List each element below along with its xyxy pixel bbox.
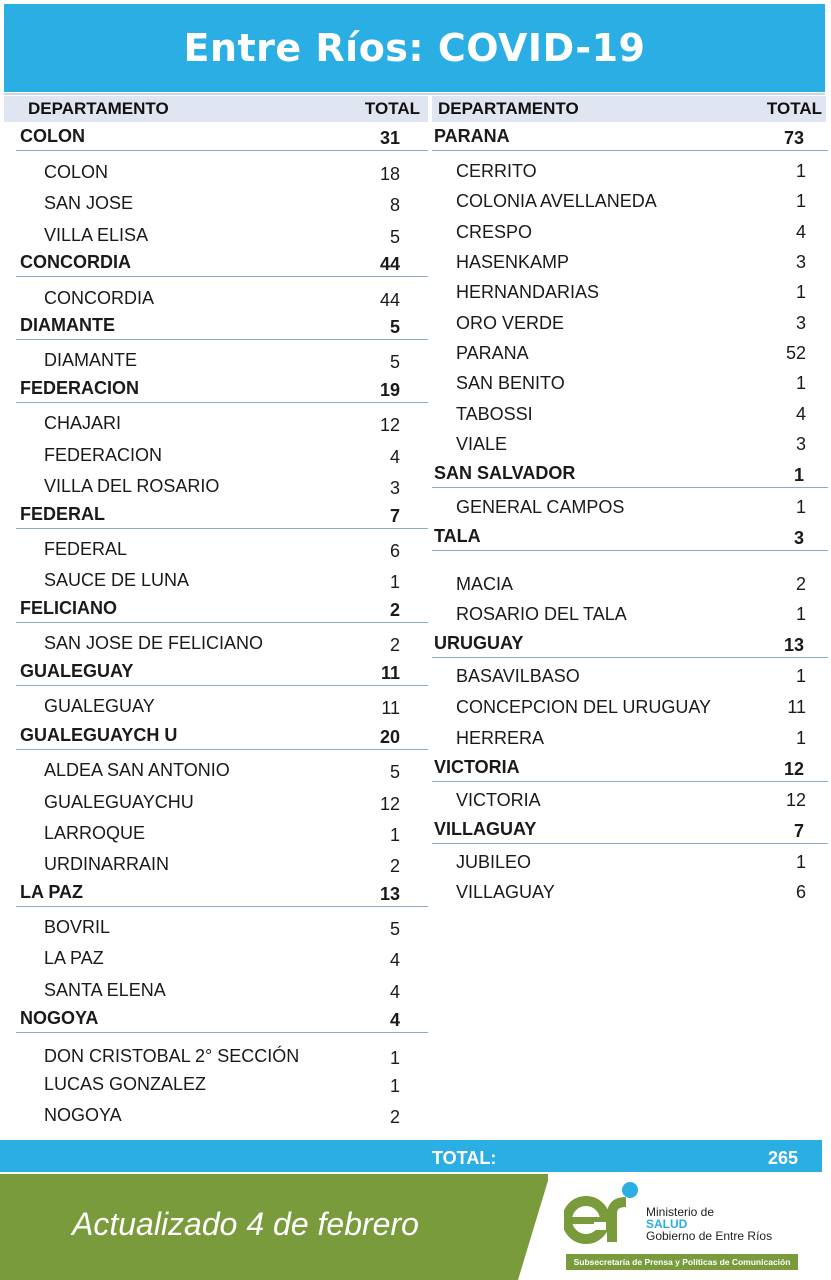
department-row xyxy=(4,880,428,910)
department-row xyxy=(4,376,428,406)
department-total: 13 xyxy=(379,884,400,904)
locality-value: 12 xyxy=(379,794,400,814)
department-row xyxy=(432,124,826,154)
locality-name: SAUCE DE LUNA xyxy=(44,570,190,590)
department-total: 20 xyxy=(379,727,400,747)
locality-row xyxy=(4,690,428,720)
department-name: LA PAZ xyxy=(20,882,83,902)
ministry-logo-icon xyxy=(564,1180,644,1250)
locality-name: NOGOYA xyxy=(44,1105,122,1125)
department-total: 19 xyxy=(379,380,400,400)
locality-name: VILLA ELISA xyxy=(44,225,149,245)
locality-name: VIALE xyxy=(456,434,508,454)
locality-row xyxy=(4,627,428,657)
locality-value: 1 xyxy=(795,604,806,624)
locality-name: COLON xyxy=(44,162,109,182)
locality-row xyxy=(4,1068,428,1098)
department-underline xyxy=(16,685,428,686)
locality-row xyxy=(4,1099,428,1129)
locality-row xyxy=(432,848,826,878)
locality-name: SAN JOSE DE FELICIANO xyxy=(44,633,264,653)
department-total: 7 xyxy=(389,506,400,526)
left-table xyxy=(4,96,428,1136)
locality-row xyxy=(4,786,428,816)
locality-row xyxy=(432,157,826,187)
locality-row xyxy=(4,848,428,878)
locality-row xyxy=(432,400,826,430)
locality-row xyxy=(432,493,826,523)
locality-row xyxy=(432,187,826,217)
locality-value: 5 xyxy=(389,762,400,782)
footer xyxy=(0,1174,831,1280)
locality-value: 8 xyxy=(389,195,400,215)
locality-value: 1 xyxy=(795,666,806,686)
header-divider xyxy=(4,93,825,95)
department-row xyxy=(4,313,428,343)
locality-value: 3 xyxy=(795,252,806,272)
locality-name: JUBILEO xyxy=(456,852,532,872)
department-total: 1 xyxy=(793,465,804,485)
locality-row xyxy=(432,662,826,692)
locality-value: 5 xyxy=(389,227,400,247)
locality-name: LUCAS GONZALEZ xyxy=(44,1074,207,1094)
department-underline xyxy=(16,528,428,529)
locality-name: URDINARRAIN xyxy=(44,854,170,874)
department-total: 13 xyxy=(783,635,804,655)
department-total: 7 xyxy=(793,821,804,841)
department-underline xyxy=(432,550,828,551)
locality-value: 1 xyxy=(389,1076,400,1096)
department-row xyxy=(4,723,428,753)
locality-name: ALDEA SAN ANTONIO xyxy=(44,760,230,780)
locality-row xyxy=(432,369,826,399)
locality-value: 6 xyxy=(389,541,400,561)
department-row xyxy=(432,817,826,847)
locality-name: TABOSSI xyxy=(456,404,533,424)
locality-value: 1 xyxy=(795,373,806,393)
department-name: FEDERACION xyxy=(20,378,140,398)
grand-total-label: TOTAL: xyxy=(432,1148,497,1168)
locality-value: 1 xyxy=(795,728,806,748)
department-total: 3 xyxy=(793,528,804,548)
locality-row xyxy=(432,878,826,908)
locality-name: VILLAGUAY xyxy=(456,882,555,902)
locality-row xyxy=(4,344,428,374)
department-name: VICTORIA xyxy=(434,757,520,777)
ministry-line-1: Ministerio de xyxy=(646,1205,715,1219)
locality-name: ORO VERDE xyxy=(456,313,565,333)
department-underline xyxy=(16,622,428,623)
locality-row xyxy=(4,282,428,312)
department-name: URUGUAY xyxy=(434,633,524,653)
locality-value: 6 xyxy=(795,882,806,902)
locality-name: HERRERA xyxy=(456,728,545,748)
locality-value: 3 xyxy=(795,434,806,454)
grand-total-value: 265 xyxy=(768,1148,799,1168)
locality-name: CRESPO xyxy=(456,222,533,242)
locality-name: GUALEGUAYCHU xyxy=(44,792,194,812)
department-total: 5 xyxy=(389,317,400,337)
locality-row xyxy=(432,339,826,369)
locality-value: 4 xyxy=(795,222,806,242)
department-underline xyxy=(16,1032,428,1033)
department-column-header: DEPARTAMENTO xyxy=(438,99,579,118)
right-table-header xyxy=(432,96,826,122)
department-name: SAN SALVADOR xyxy=(434,463,576,483)
locality-value: 1 xyxy=(795,852,806,872)
department-underline xyxy=(432,843,828,844)
department-name: FEDERAL xyxy=(20,504,105,524)
department-underline xyxy=(432,657,828,658)
locality-name: PARANA xyxy=(456,343,529,363)
page-title: Entre Ríos: COVID-19 xyxy=(183,26,646,70)
locality-value: 5 xyxy=(389,919,400,939)
department-name: CONCORDIA xyxy=(20,252,131,272)
locality-name: GUALEGUAY xyxy=(44,696,155,716)
department-name: COLON xyxy=(20,126,85,146)
department-total: 4 xyxy=(389,1010,400,1030)
department-total: 31 xyxy=(379,128,400,148)
locality-name: CONCEPCION DEL URUGUAY xyxy=(456,697,712,717)
locality-name: GENERAL CAMPOS xyxy=(456,497,625,517)
locality-value: 4 xyxy=(389,982,400,1002)
locality-row xyxy=(432,786,826,816)
locality-value: 1 xyxy=(389,572,400,592)
department-row xyxy=(432,755,826,785)
locality-name: BOVRIL xyxy=(44,917,111,937)
locality-row xyxy=(4,754,428,784)
locality-row xyxy=(432,218,826,248)
department-total: 2 xyxy=(389,600,400,620)
department-name: TALA xyxy=(434,526,481,546)
locality-name: FEDERAL xyxy=(44,539,128,559)
locality-row xyxy=(4,1040,428,1070)
department-total: 44 xyxy=(379,254,400,274)
department-total: 12 xyxy=(783,759,804,779)
department-underline xyxy=(16,339,428,340)
locality-name: HERNANDARIAS xyxy=(456,282,600,302)
locality-value: 2 xyxy=(389,856,400,876)
locality-value: 2 xyxy=(389,1107,400,1127)
locality-value: 11 xyxy=(381,698,400,718)
locality-value: 3 xyxy=(389,478,400,498)
ministry-line-3: Gobierno de Entre Ríos xyxy=(646,1229,773,1243)
locality-value: 44 xyxy=(379,290,400,310)
footer-panel-slant xyxy=(518,1174,550,1280)
total-column-header: TOTAL xyxy=(766,99,822,118)
locality-row xyxy=(4,219,428,249)
locality-name: LA PAZ xyxy=(44,948,104,968)
department-underline xyxy=(16,906,428,907)
locality-row xyxy=(432,570,826,600)
locality-value: 1 xyxy=(389,1048,400,1068)
locality-row xyxy=(4,407,428,437)
locality-value: 1 xyxy=(389,825,400,845)
locality-value: 3 xyxy=(795,313,806,333)
department-name: GUALEGUAY xyxy=(20,661,134,681)
department-name: GUALEGUAYCH U xyxy=(20,725,178,745)
locality-value: 11 xyxy=(787,697,806,717)
locality-name: COLONIA AVELLANEDA xyxy=(456,191,657,211)
locality-name: LARROQUE xyxy=(44,823,146,843)
locality-name: CHAJARI xyxy=(44,413,122,433)
department-name: NOGOYA xyxy=(20,1008,99,1028)
update-date: Actualizado 4 de febrero xyxy=(72,1206,419,1242)
locality-name: DIAMANTE xyxy=(44,350,138,370)
department-row xyxy=(4,250,428,280)
locality-name: SAN JOSE xyxy=(44,193,134,213)
department-row xyxy=(4,502,428,532)
department-row xyxy=(432,461,826,491)
department-row xyxy=(432,631,826,661)
locality-name: VICTORIA xyxy=(456,790,541,810)
locality-row xyxy=(432,430,826,460)
department-column-header: DEPARTAMENTO xyxy=(28,99,169,118)
total-column-header: TOTAL xyxy=(364,99,420,118)
locality-value: 1 xyxy=(795,497,806,517)
locality-value: 1 xyxy=(795,191,806,211)
department-underline xyxy=(432,487,828,488)
locality-row xyxy=(432,693,826,723)
ministry-line-2: SALUD xyxy=(646,1217,688,1231)
department-name: VILLAGUAY xyxy=(434,819,537,839)
department-name: PARANA xyxy=(434,126,510,146)
ministry-panel xyxy=(548,1174,831,1280)
locality-name: SANTA ELENA xyxy=(44,980,166,1000)
locality-name: HASENKAMP xyxy=(456,252,570,272)
locality-value: 1 xyxy=(795,282,806,302)
department-total: 11 xyxy=(380,663,400,683)
locality-name: VILLA DEL ROSARIO xyxy=(44,476,220,496)
right-table xyxy=(432,96,826,1136)
locality-name: DON CRISTOBAL 2° SECCIÓN xyxy=(44,1046,300,1066)
locality-value: 12 xyxy=(379,415,400,435)
grand-total-bar xyxy=(0,1140,822,1172)
locality-value: 52 xyxy=(785,343,806,363)
locality-value: 5 xyxy=(389,352,400,372)
department-underline xyxy=(432,781,828,782)
locality-value: 2 xyxy=(389,635,400,655)
locality-value: 4 xyxy=(795,404,806,424)
department-row xyxy=(4,659,428,689)
department-row xyxy=(4,124,428,154)
department-underline xyxy=(16,276,428,277)
ministry-name xyxy=(646,1206,772,1242)
department-underline xyxy=(16,150,428,151)
department-underline xyxy=(16,402,428,403)
department-row xyxy=(4,1006,428,1036)
locality-name: MACIA xyxy=(456,574,514,594)
locality-row xyxy=(432,248,826,278)
subsecretaria-label: Subsecretaría de Prensa y Políticas de Comunicación xyxy=(566,1254,798,1270)
locality-row xyxy=(432,724,826,754)
locality-row xyxy=(4,942,428,972)
locality-name: CONCORDIA xyxy=(44,288,155,308)
locality-name: FEDERACION xyxy=(44,445,163,465)
locality-row xyxy=(4,187,428,217)
locality-row xyxy=(432,600,826,630)
locality-row xyxy=(4,533,428,563)
department-underline xyxy=(16,749,428,750)
locality-row xyxy=(432,309,826,339)
department-name: DIAMANTE xyxy=(20,315,115,335)
locality-row xyxy=(4,817,428,847)
department-total: 73 xyxy=(783,128,804,148)
locality-name: CERRITO xyxy=(456,161,537,181)
department-name: FELICIANO xyxy=(20,598,117,618)
locality-value: 4 xyxy=(389,950,400,970)
locality-value: 18 xyxy=(379,164,400,184)
locality-row xyxy=(4,439,428,469)
locality-name: ROSARIO DEL TALA xyxy=(456,604,627,624)
department-underline xyxy=(432,150,828,151)
locality-row xyxy=(4,156,428,186)
locality-value: 1 xyxy=(795,161,806,181)
locality-row xyxy=(4,911,428,941)
locality-value: 4 xyxy=(389,447,400,467)
locality-row xyxy=(432,278,826,308)
locality-value: 2 xyxy=(795,574,806,594)
locality-value: 12 xyxy=(785,790,806,810)
department-row xyxy=(432,524,826,554)
locality-row xyxy=(4,974,428,1004)
locality-name: SAN BENITO xyxy=(456,373,565,393)
locality-name: BASAVILBASO xyxy=(456,666,580,686)
left-table-header xyxy=(4,96,428,122)
locality-row xyxy=(4,564,428,594)
department-row xyxy=(4,596,428,626)
page-header xyxy=(4,4,825,92)
locality-row xyxy=(4,470,428,500)
